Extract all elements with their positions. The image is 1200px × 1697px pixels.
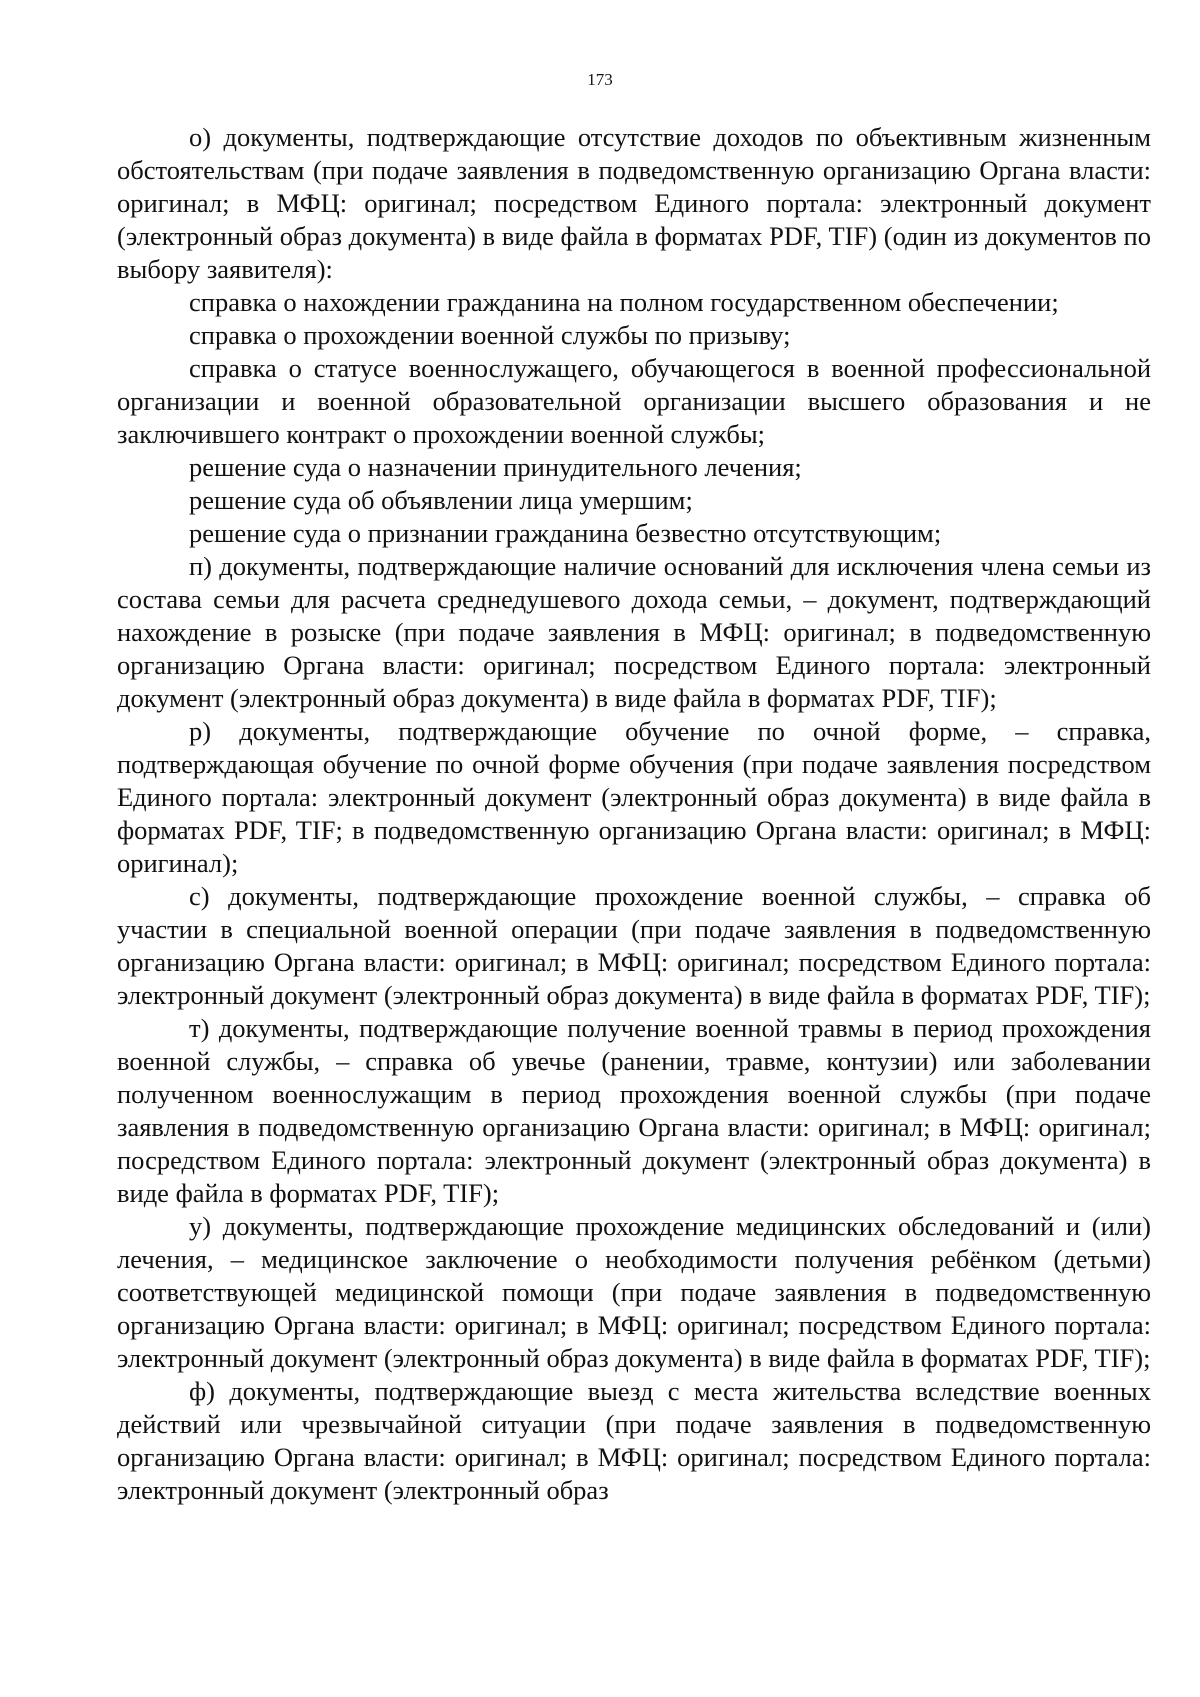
list-item-declared-dead: решение суда об объявлении лица умершим; bbox=[189, 485, 693, 515]
document-body bbox=[117, 121, 1151, 1507]
paragraph-p: п) документы, подтверждающие наличие оснований для исключения члена семьи из состава семьи для расчета среднедушевого дохода семьи, – документ, подтверждающий нахождение в розыске (при подаче заявления в МФЦ: оригинал; в подведомственную организацию Органа власти: оригинал; посредством Единого портала: электронный документ (электронный образ документа) в виде файла в форматах PDF, TIF); bbox=[117, 551, 1151, 713]
list-item-missing: решение суда о признании гражданина безвестно отсутствующим; bbox=[189, 518, 942, 548]
paragraph-o: о) документы, подтверждающие отсутствие доходов по объективным жизненным обстоятельствам (при подаче заявления в подведомственную организацию Органа власти: оригинал; в МФЦ: оригинал; посредством Единого портала: электронный документ (электронный образ документа) в виде файла в форматах PDF, TIF) (один из документов по выбору заявителя): bbox=[117, 122, 1151, 284]
paragraph-u: у) документы, подтверждающие прохождение медицинских обследований и (или) лечения, – медицинское заключение о необходимости получения ребёнком (детьми) соответствующей медицинской помощи (при подаче заявления в подведомственную организацию Органа власти: оригинал; в МФЦ: оригинал; посредством Единого портала: электронный документ (электронный образ документа) в виде файла в форматах PDF, TIF); bbox=[117, 1211, 1151, 1373]
paragraph-f: ф) документы, подтверждающие выезд с места жительства вследствие военных действий или чрезвычайной ситуации (при подаче заявления в подведомственную организацию Органа власти: оригинал; в МФЦ: оригинал; посредством Единого портала: электронный документ (электронный образ bbox=[117, 1376, 1151, 1505]
list-item-military-student: справка о статусе военнослужащего, обучающегося в военной профессиональной организации и военной образовательной организации высшего образования и не заключившего контракт о прохождении военной службы; bbox=[117, 353, 1151, 449]
page-number: 173 bbox=[587, 70, 613, 89]
paragraph-r: р) документы, подтверждающие обучение по очной форме, – справка, подтверждающая обучение по очной форме обучения (при подаче заявления посредством Единого портала: электронный документ (электронный образ документа) в виде файла в форматах PDF, TIF; в подведомственную организацию Органа власти: оригинал; в МФЦ: оригинал); bbox=[117, 716, 1151, 878]
paragraph-t: т) документы, подтверждающие получение военной травмы в период прохождения военной службы, – справка об увечье (ранении, травме, контузии) или заболевании полученном военнослужащим в период прохождения военной службы (при подаче заявления в подведомственную организацию Органа власти: оригинал; в МФЦ: оригинал; посредством Единого портала: электронный документ (электронный образ документа) в виде файла в форматах PDF, TIF); bbox=[117, 1013, 1151, 1208]
list-item-conscription: справка о прохождении военной службы по призыву; bbox=[189, 320, 791, 350]
list-item-compulsory-treatment: решение суда о назначении принудительного лечения; bbox=[189, 452, 802, 482]
paragraph-s: с) документы, подтверждающие прохождение военной службы, – справка об участии в специальной военной операции (при подаче заявления в подведомственную организацию Органа власти: оригинал; в МФЦ: оригинал; посредством Единого портала: электронный документ (электронный образ документа) в виде файла в форматах PDF, TIF); bbox=[117, 881, 1151, 1010]
list-item-full-state-support: справка о нахождении гражданина на полном государственном обеспечении; bbox=[189, 287, 1059, 317]
